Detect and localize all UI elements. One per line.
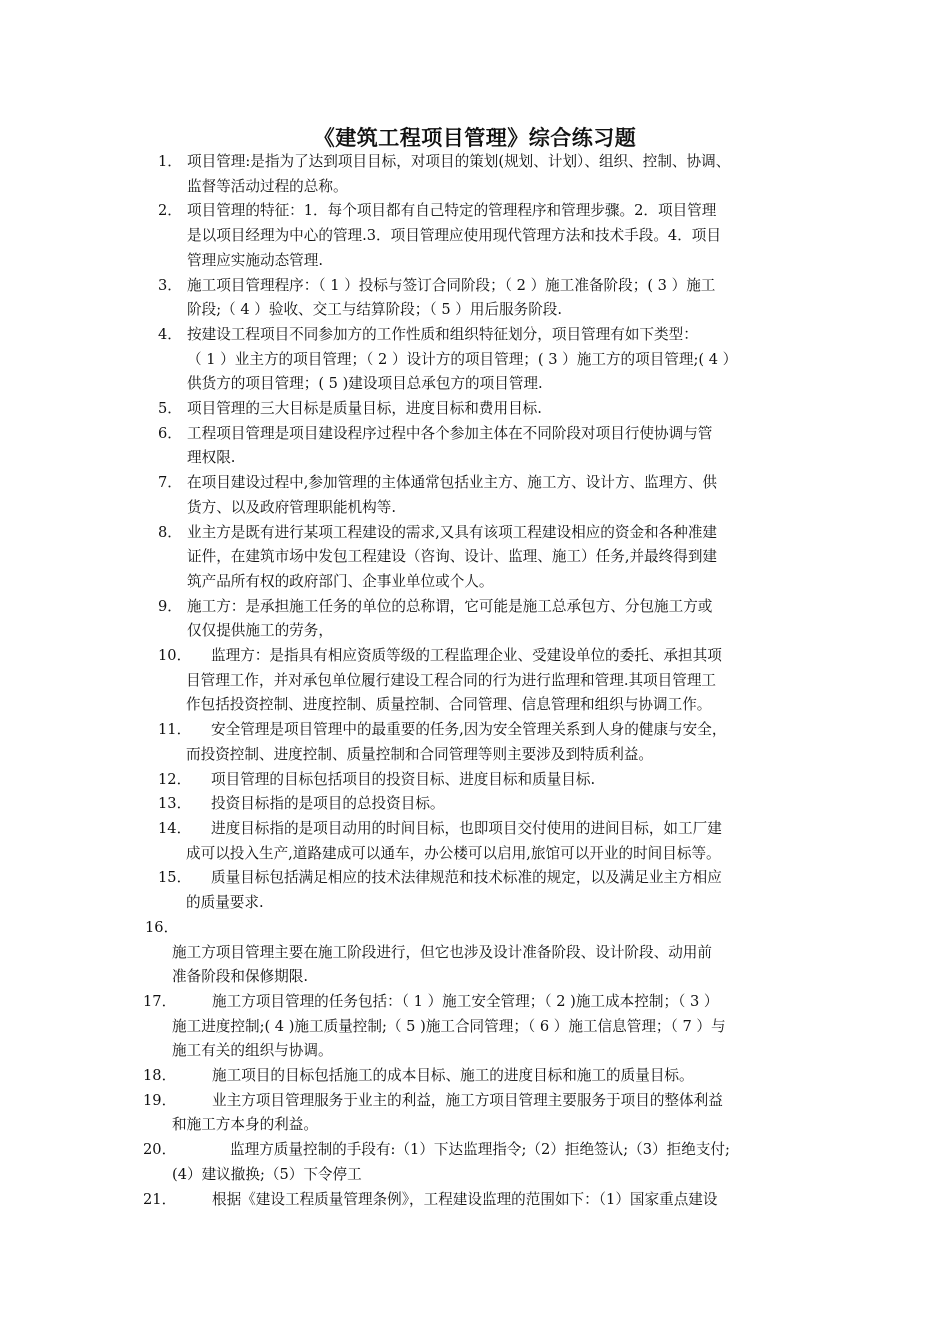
list-item	[0, 644, 950, 718]
item-number: 9．	[158, 597, 182, 615]
item-text: 业主方是既有进行某项工程建设的需求,又具有该项工程建设相应的资金和各种准建 证件，在建筑市场中发包工程建设（咨询、设计、监理、施工）任务,并最终得到建 筑产品所有权的政府部门、企事业单位或个人。	[187, 523, 718, 590]
item-number: 3．	[158, 276, 182, 294]
item-text: 项目管理的目标包括项目的投资目标、进度目标和质量目标.	[211, 770, 596, 788]
item-number: 18．	[143, 1067, 177, 1085]
list-item	[0, 521, 950, 595]
list-item	[0, 817, 950, 866]
item-number: 19．	[143, 1091, 177, 1109]
list-item	[0, 274, 950, 323]
item-number: 8．	[158, 523, 182, 541]
item-number: 20．	[143, 1141, 177, 1159]
list-item	[0, 990, 950, 1064]
item-text: 按建设工程项目不同参加方的工作性质和组织特征划分，项目管理有如下类型： （ 1 ）业主方的项目管理；（ 2 ）设计方的项目管理；( 3 ）施工方的项目管理;( 4 ） 供货方的项目管理；( 5 )建设项目总承包方的项目管理.	[187, 325, 738, 393]
list-item	[0, 792, 950, 817]
item-text: 项目管理:是指为了达到项目目标，对项目的策划(规划、计划）、组织、控制、协调、 监督等活动过程的总称。	[187, 153, 731, 195]
item-number: 13．	[158, 795, 192, 813]
item-number: 11．	[158, 721, 192, 739]
item-text: 工程项目管理是项目建设程序过程中各个参加主体在不同阶段对项目行使协调与管 理权限.	[187, 424, 713, 467]
item-text: 施工方项目管理主要在施工阶段进行，但它也涉及设计准备阶段、设计阶段、动用前 准备阶段和保修期限.	[172, 943, 712, 986]
item-number: 15．	[158, 869, 192, 887]
item-number: 5．	[158, 400, 182, 418]
list-item	[0, 916, 950, 990]
list-item	[0, 1064, 950, 1089]
item-number: 10．	[158, 647, 192, 665]
list-item	[0, 1138, 950, 1187]
item-text: 业主方项目管理服务于业主的利益，施工方项目管理主要服务于项目的整体利益 和施工方本身的利益。	[172, 1091, 723, 1134]
list-item	[0, 1188, 950, 1213]
item-number: 2．	[158, 202, 182, 220]
item-number: 14．	[158, 819, 192, 837]
item-number: 1．	[158, 153, 182, 170]
item-text: 安全管理是项目管理中的最重要的任务,因为安全管理关系到人身的健康与安全， 而投资控制、进度控制、质量控制和合同管理等则主要涉及到特质利益。	[186, 721, 727, 763]
item-number: 17．	[143, 992, 177, 1010]
list-item	[0, 323, 950, 397]
list-item	[0, 471, 950, 520]
list-item	[0, 718, 950, 767]
item-text: 进度目标指的是项目动用的时间目标，也即项目交付使用的进间目标，如工厂建 成可以投入生产,道路建成可以通车，办公楼可以启用,旅馆可以开业的时间目标等。	[186, 819, 722, 862]
list-item	[0, 150, 950, 199]
list-item	[0, 866, 950, 915]
list-item	[0, 768, 950, 793]
item-number: 21．	[143, 1190, 177, 1208]
item-number: 12．	[158, 770, 192, 788]
item-text: 监理方质量控制的手段有:（1）下达监理指令;（2）拒绝签认;（3）拒绝支付; (4）建议撤换;（5）下令停工	[172, 1141, 730, 1183]
document-title: 《建筑工程项目管理》综合练习题	[313, 125, 637, 150]
list-item	[0, 1089, 950, 1138]
item-text: 监理方：是指具有相应资质等级的工程监理企业、受建设单位的委托、承担其项 目管理工作，并对承包单位履行建设工程合同的行为进行监理和管理.其项目管理工 作包括投资控制、进度控制、质量控制、合同管理、信息管理和组织与协调工作。	[186, 647, 722, 714]
list-item	[0, 595, 950, 644]
item-number: 4．	[158, 325, 182, 343]
question-list	[0, 150, 950, 1212]
item-text: 施工项目的目标包括施工的成本目标、施工的进度目标和施工的质量目标。	[212, 1067, 694, 1085]
list-item	[0, 199, 950, 273]
item-text: 施工方：是承担施工任务的单位的总称谓，它可能是施工总承包方、分包施工方或 仅仅提供施工的劳务，	[187, 597, 713, 640]
item-text: 投资目标指的是项目的总投资目标。	[211, 795, 445, 813]
item-text: 在项目建设过程中,参加管理的主体通常包括业主方、施工方、设计方、监理方、供 货方、以及政府管理职能机构等.	[187, 474, 718, 516]
item-number: 6．	[158, 424, 182, 442]
item-number: 7．	[158, 474, 182, 492]
item-text: 施工方项目管理的任务包括：（ 1 ）施工安全管理；（ 2 )施工成本控制；（ 3 ） 施工进度控制;( 4 )施工质量控制;（ 5 )施工合同管理；（ 6 ）施工信息管理；（ 7 ）与 施工有关的组织与协调。	[172, 992, 726, 1060]
item-text: 施工项目管理程序：（ 1 ）投标与签订合同阶段；（ 2 ）施工准备阶段；( 3 ）施工 阶段;（ 4 ）验收、交工与结算阶段；（ 5 ）用后服务阶段.	[187, 276, 716, 319]
item-text: 项目管理的特征：1．每个项目都有自己特定的管理程序和管理步骤。2．项目管理 是以项目经理为中心的管理.3．项目管理应使用现代管理方法和技术手段。4．项目 管理应实施动态管理.	[187, 202, 721, 269]
item-text: 质量目标包括满足相应的技术法律规范和技术标准的规定，以及满足业主方相应 的质量要求.	[186, 869, 722, 912]
list-item	[0, 397, 950, 422]
list-item	[0, 422, 950, 471]
item-number: 16．	[145, 918, 179, 936]
item-text: 项目管理的三大目标是质量目标，进度目标和费用目标.	[187, 400, 542, 418]
item-text: 根据《建设工程质量管理条例》，工程建设监理的范围如下：（1）国家重点建设	[212, 1190, 718, 1208]
